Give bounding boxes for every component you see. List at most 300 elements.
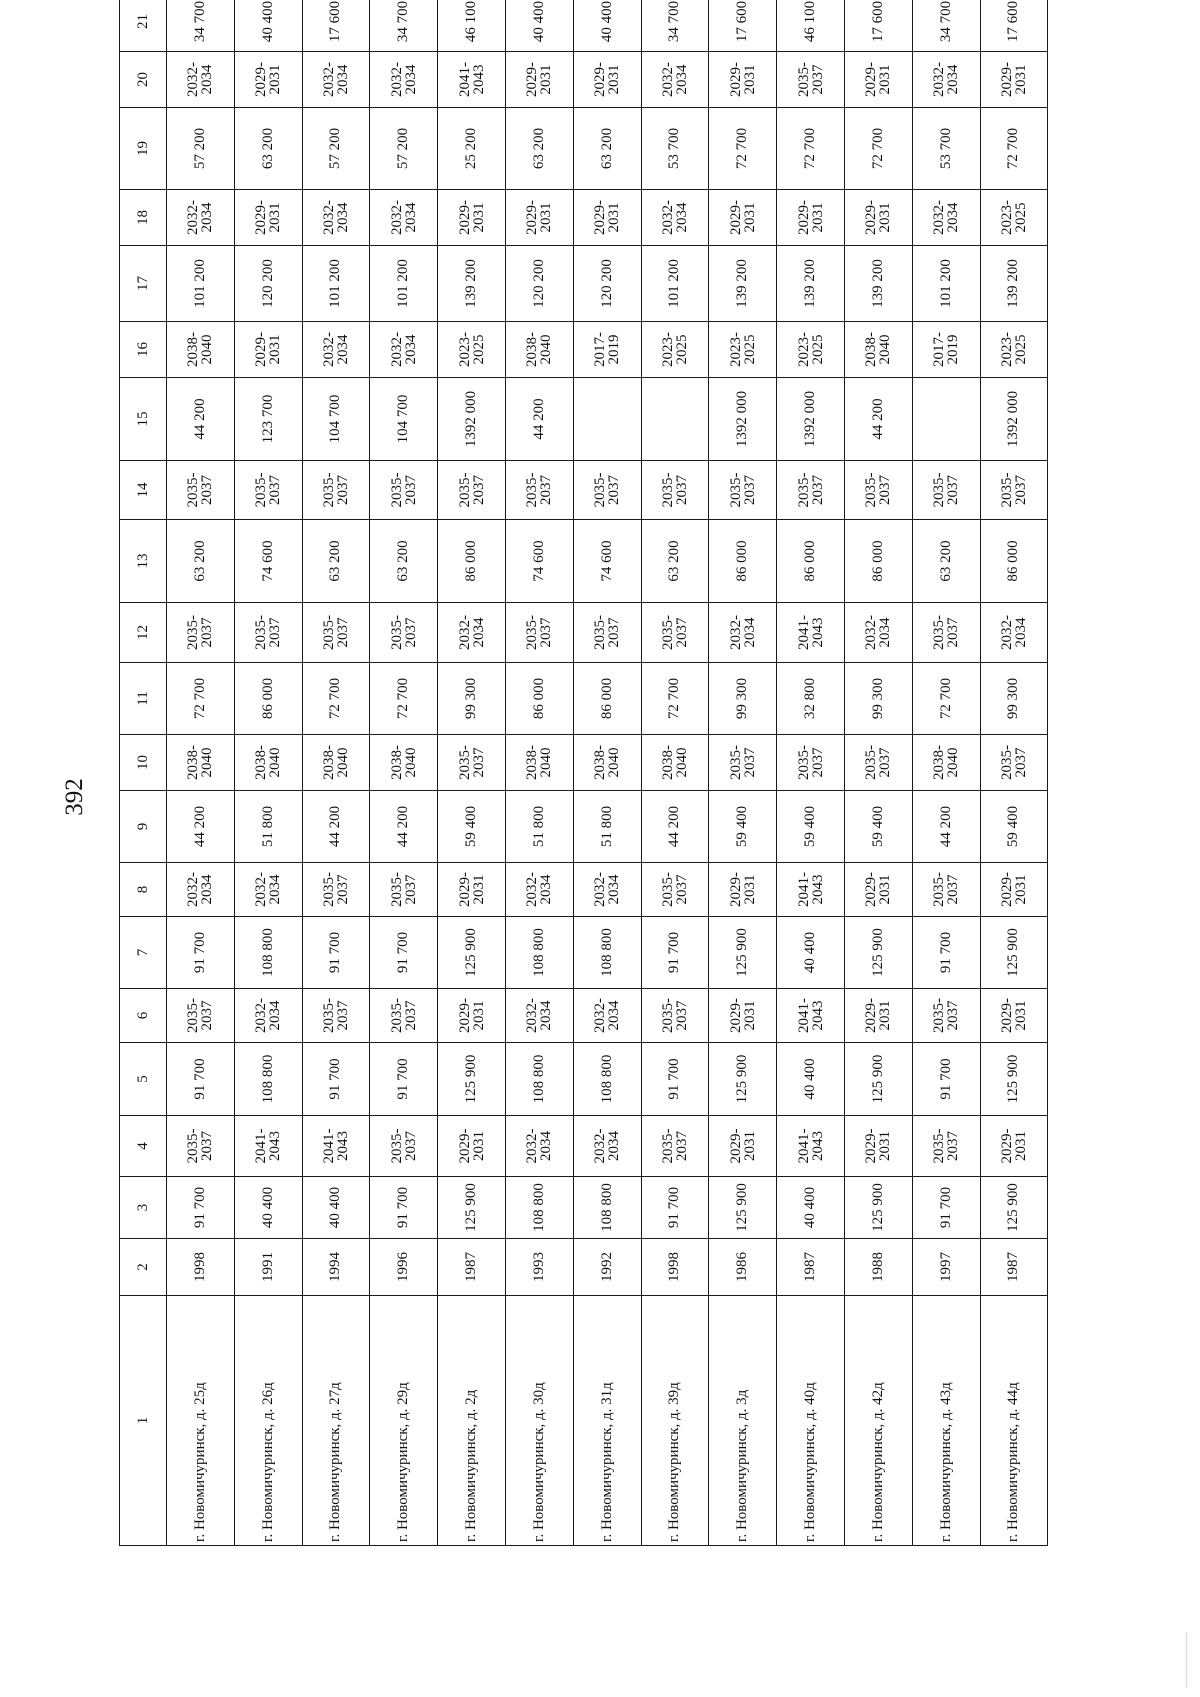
period-cell: 2035- 2037 <box>777 52 845 108</box>
period-cell: 2035- 2037 <box>370 603 438 663</box>
period-cell: 2023- 2025 <box>777 322 845 378</box>
period-cell: 2041- 2043 <box>438 52 506 108</box>
value-cell: 86 000 <box>573 663 641 735</box>
value-cell: 59 400 <box>980 791 1048 863</box>
value-cell: 74 600 <box>573 520 641 603</box>
period-cell: 2032- 2034 <box>370 322 438 378</box>
column-number-cell: 21 <box>120 0 167 52</box>
value-cell: 57 200 <box>302 108 370 190</box>
period-cell: 2029- 2031 <box>505 52 573 108</box>
value-cell: 17 600 <box>844 0 912 52</box>
value-cell: 101 200 <box>912 246 980 322</box>
value-cell: 101 200 <box>167 246 235 322</box>
period-cell: 2038- 2040 <box>234 735 302 791</box>
value-cell: 25 200 <box>438 108 506 190</box>
period-cell: 2032- 2034 <box>302 190 370 246</box>
column-number-cell: 14 <box>120 461 167 520</box>
column-number-cell: 17 <box>120 246 167 322</box>
period-cell: 2035- 2037 <box>641 461 709 520</box>
value-cell: 51 800 <box>573 791 641 863</box>
table-row <box>573 0 641 1546</box>
period-cell: 2032- 2034 <box>370 52 438 108</box>
value-cell: 59 400 <box>777 791 845 863</box>
value-cell: 91 700 <box>370 1043 438 1116</box>
period-cell: 2032- 2034 <box>980 603 1048 663</box>
address-cell: г. Новомичуринск, д. 25д <box>167 1296 235 1546</box>
table-row <box>505 0 573 1546</box>
value-cell: 86 000 <box>777 520 845 603</box>
value-cell: 63 200 <box>370 520 438 603</box>
value-cell: 91 700 <box>302 1043 370 1116</box>
period-cell: 2035- 2037 <box>777 735 845 791</box>
column-number-cell: 6 <box>120 989 167 1043</box>
value-cell: 72 700 <box>709 108 777 190</box>
period-cell: 2029- 2031 <box>438 989 506 1043</box>
value-cell: 86 000 <box>438 520 506 603</box>
year-cell: 1992 <box>573 1239 641 1296</box>
value-cell: 120 200 <box>573 246 641 322</box>
value-cell: 91 700 <box>641 1043 709 1116</box>
column-number-cell: 2 <box>120 1239 167 1296</box>
value-cell: 59 400 <box>438 791 506 863</box>
period-cell: 2029- 2031 <box>709 190 777 246</box>
table-row <box>980 0 1048 1546</box>
value-cell: 63 200 <box>234 108 302 190</box>
period-cell: 2032- 2034 <box>167 863 235 917</box>
period-cell: 2029- 2031 <box>573 190 641 246</box>
value-cell: 40 400 <box>234 0 302 52</box>
period-cell: 2023- 2025 <box>980 322 1048 378</box>
value-cell: 40 400 <box>505 0 573 52</box>
year-cell: 1991 <box>234 1239 302 1296</box>
address-cell: г. Новомичуринск, д. 2д <box>438 1296 506 1546</box>
value-cell: 91 700 <box>167 1043 235 1116</box>
period-cell: 2017- 2019 <box>912 322 980 378</box>
value-cell: 108 800 <box>573 917 641 989</box>
value-cell: 125 900 <box>980 1177 1048 1239</box>
period-cell: 2035- 2037 <box>438 461 506 520</box>
value-cell: 91 700 <box>641 1177 709 1239</box>
period-cell: 2041- 2043 <box>302 1116 370 1177</box>
value-cell: 72 700 <box>370 663 438 735</box>
value-cell: 17 600 <box>709 0 777 52</box>
column-number-cell: 3 <box>120 1177 167 1239</box>
value-cell: 40 400 <box>302 1177 370 1239</box>
period-cell: 2035- 2037 <box>167 461 235 520</box>
period-cell: 2035- 2037 <box>573 603 641 663</box>
value-cell: 44 200 <box>167 791 235 863</box>
column-number-cell: 5 <box>120 1043 167 1116</box>
period-cell: 2032- 2034 <box>505 863 573 917</box>
data-table <box>119 0 1048 1546</box>
period-cell: 2035- 2037 <box>167 989 235 1043</box>
year-cell: 1986 <box>709 1239 777 1296</box>
table-row <box>641 0 709 1546</box>
period-cell: 2029- 2031 <box>980 863 1048 917</box>
period-cell: 2029- 2031 <box>573 52 641 108</box>
value-cell: 59 400 <box>709 791 777 863</box>
value-cell: 120 200 <box>234 246 302 322</box>
year-cell: 1998 <box>167 1239 235 1296</box>
period-cell: 2035- 2037 <box>709 735 777 791</box>
column-number-cell: 16 <box>120 322 167 378</box>
period-cell: 2041- 2043 <box>777 989 845 1043</box>
period-cell: 2029- 2031 <box>777 190 845 246</box>
value-cell: 104 700 <box>370 378 438 461</box>
period-cell: 2038- 2040 <box>844 322 912 378</box>
value-cell: 86 000 <box>709 520 777 603</box>
value-cell: 74 600 <box>505 520 573 603</box>
period-cell: 2041- 2043 <box>777 603 845 663</box>
period-cell: 2035- 2037 <box>912 1116 980 1177</box>
period-cell: 2032- 2034 <box>167 190 235 246</box>
period-cell: 2017- 2019 <box>573 322 641 378</box>
period-cell: 2029- 2031 <box>844 1116 912 1177</box>
value-cell: 91 700 <box>912 1177 980 1239</box>
period-cell: 2035- 2037 <box>438 735 506 791</box>
column-number-cell: 8 <box>120 863 167 917</box>
period-cell: 2035- 2037 <box>641 863 709 917</box>
value-cell: 51 800 <box>234 791 302 863</box>
value-cell: 32 800 <box>777 663 845 735</box>
period-cell: 2032- 2034 <box>573 989 641 1043</box>
period-cell: 2029- 2031 <box>438 190 506 246</box>
period-cell: 2035- 2037 <box>505 461 573 520</box>
period-cell: 2035- 2037 <box>980 735 1048 791</box>
value-cell: 63 200 <box>641 520 709 603</box>
period-cell: 2041- 2043 <box>777 1116 845 1177</box>
period-cell: 2032- 2034 <box>505 989 573 1043</box>
column-number-cell: 18 <box>120 190 167 246</box>
value-cell: 91 700 <box>370 917 438 989</box>
period-cell: 2029- 2031 <box>980 1116 1048 1177</box>
period-cell: 2023- 2025 <box>438 322 506 378</box>
value-cell: 63 200 <box>573 108 641 190</box>
value-cell: 44 200 <box>912 791 980 863</box>
value-cell: 40 400 <box>777 1043 845 1116</box>
value-cell: 34 700 <box>167 0 235 52</box>
period-cell: 2038- 2040 <box>167 735 235 791</box>
period-cell: 2032- 2034 <box>234 863 302 917</box>
value-cell: 72 700 <box>980 108 1048 190</box>
period-cell: 2035- 2037 <box>505 603 573 663</box>
value-cell: 53 700 <box>912 108 980 190</box>
value-cell: 34 700 <box>912 0 980 52</box>
address-cell: г. Новомичуринск, д. 3д <box>709 1296 777 1546</box>
period-cell: 2029- 2031 <box>844 989 912 1043</box>
value-cell: 72 700 <box>641 663 709 735</box>
table-row <box>302 0 370 1546</box>
period-cell: 2035- 2037 <box>912 461 980 520</box>
period-cell: 2038- 2040 <box>302 735 370 791</box>
column-number-cell: 9 <box>120 791 167 863</box>
value-cell: 108 800 <box>573 1177 641 1239</box>
period-cell: 2029- 2031 <box>709 863 777 917</box>
year-cell: 1987 <box>777 1239 845 1296</box>
period-cell: 2029- 2031 <box>844 52 912 108</box>
value-cell: 86 000 <box>980 520 1048 603</box>
value-cell: 101 200 <box>370 246 438 322</box>
value-cell: 104 700 <box>302 378 370 461</box>
period-cell: 2032- 2034 <box>912 52 980 108</box>
value-cell: 86 000 <box>844 520 912 603</box>
value-cell: 91 700 <box>167 1177 235 1239</box>
period-cell: 2032- 2034 <box>709 603 777 663</box>
period-cell: 2032- 2034 <box>302 52 370 108</box>
period-cell: 2029- 2031 <box>234 322 302 378</box>
value-cell: 59 400 <box>844 791 912 863</box>
value-cell: 139 200 <box>438 246 506 322</box>
value-cell: 101 200 <box>641 246 709 322</box>
period-cell: 2035- 2037 <box>302 603 370 663</box>
value-cell: 125 900 <box>709 1043 777 1116</box>
year-cell: 1988 <box>844 1239 912 1296</box>
value-cell: 125 900 <box>709 1177 777 1239</box>
table-row <box>438 0 506 1546</box>
period-cell: 2029- 2031 <box>234 190 302 246</box>
scan-artifact <box>1186 1632 1189 1687</box>
period-cell: 2029- 2031 <box>844 190 912 246</box>
year-cell: 1993 <box>505 1239 573 1296</box>
period-cell: 2038- 2040 <box>505 322 573 378</box>
column-number-cell: 4 <box>120 1116 167 1177</box>
period-cell: 2035- 2037 <box>573 461 641 520</box>
period-cell: 2029- 2031 <box>234 52 302 108</box>
year-cell: 1987 <box>980 1239 1048 1296</box>
value-cell: 120 200 <box>505 246 573 322</box>
period-cell: 2032- 2034 <box>844 603 912 663</box>
period-cell: 2035- 2037 <box>912 989 980 1043</box>
rotated-table-container <box>119 0 1048 1546</box>
period-cell: 2035- 2037 <box>980 461 1048 520</box>
value-cell <box>641 378 709 461</box>
period-cell: 2035- 2037 <box>234 603 302 663</box>
period-cell: 2038- 2040 <box>370 735 438 791</box>
value-cell: 108 800 <box>505 1177 573 1239</box>
value-cell <box>912 378 980 461</box>
year-cell: 1996 <box>370 1239 438 1296</box>
value-cell: 125 900 <box>980 1043 1048 1116</box>
period-cell: 2035- 2037 <box>234 461 302 520</box>
value-cell: 72 700 <box>167 663 235 735</box>
column-number-cell: 13 <box>120 520 167 603</box>
value-cell <box>573 378 641 461</box>
value-cell: 99 300 <box>709 663 777 735</box>
column-number-cell: 12 <box>120 603 167 663</box>
period-cell: 2035- 2037 <box>641 1116 709 1177</box>
value-cell: 125 900 <box>438 1043 506 1116</box>
value-cell: 17 600 <box>980 0 1048 52</box>
value-cell: 125 900 <box>980 917 1048 989</box>
period-cell: 2032- 2034 <box>370 190 438 246</box>
value-cell: 72 700 <box>777 108 845 190</box>
period-cell: 2029- 2031 <box>709 1116 777 1177</box>
value-cell: 108 800 <box>573 1043 641 1116</box>
period-cell: 2035- 2037 <box>844 461 912 520</box>
table-row <box>709 0 777 1546</box>
column-number-row <box>120 0 167 1546</box>
value-cell: 46 100 <box>438 0 506 52</box>
period-cell: 2035- 2037 <box>302 461 370 520</box>
value-cell: 72 700 <box>302 663 370 735</box>
value-cell: 40 400 <box>777 1177 845 1239</box>
value-cell: 99 300 <box>844 663 912 735</box>
column-number-cell: 1 <box>120 1296 167 1546</box>
period-cell: 2029- 2031 <box>980 52 1048 108</box>
value-cell: 72 700 <box>844 108 912 190</box>
period-cell: 2032- 2034 <box>438 603 506 663</box>
value-cell: 108 800 <box>234 1043 302 1116</box>
value-cell: 108 800 <box>505 1043 573 1116</box>
value-cell: 40 400 <box>573 0 641 52</box>
value-cell: 1392 000 <box>709 378 777 461</box>
period-cell: 2029- 2031 <box>438 863 506 917</box>
period-cell: 2038- 2040 <box>573 735 641 791</box>
value-cell: 1392 000 <box>980 378 1048 461</box>
period-cell: 2035- 2037 <box>641 989 709 1043</box>
value-cell: 91 700 <box>641 917 709 989</box>
column-number-cell: 15 <box>120 378 167 461</box>
period-cell: 2035- 2037 <box>844 735 912 791</box>
value-cell: 99 300 <box>980 663 1048 735</box>
column-number-cell: 20 <box>120 52 167 108</box>
value-cell: 74 600 <box>234 520 302 603</box>
address-cell: г. Новомичуринск, д. 43д <box>912 1296 980 1546</box>
value-cell: 57 200 <box>167 108 235 190</box>
period-cell: 2032- 2034 <box>573 863 641 917</box>
period-cell: 2032- 2034 <box>641 52 709 108</box>
value-cell: 53 700 <box>641 108 709 190</box>
period-cell: 2035- 2037 <box>777 461 845 520</box>
period-cell: 2035- 2037 <box>370 863 438 917</box>
table-row <box>777 0 845 1546</box>
value-cell: 17 600 <box>302 0 370 52</box>
value-cell: 86 000 <box>505 663 573 735</box>
value-cell: 44 200 <box>167 378 235 461</box>
table-row <box>370 0 438 1546</box>
period-cell: 2029- 2031 <box>505 190 573 246</box>
address-cell: г. Новомичуринск, д. 30д <box>505 1296 573 1546</box>
period-cell: 2035- 2037 <box>912 603 980 663</box>
value-cell: 44 200 <box>505 378 573 461</box>
value-cell: 91 700 <box>912 917 980 989</box>
value-cell: 63 200 <box>167 520 235 603</box>
period-cell: 2038- 2040 <box>505 735 573 791</box>
value-cell: 40 400 <box>777 917 845 989</box>
period-cell: 2035- 2037 <box>370 1116 438 1177</box>
period-cell: 2035- 2037 <box>302 863 370 917</box>
value-cell: 123 700 <box>234 378 302 461</box>
value-cell: 125 900 <box>844 917 912 989</box>
period-cell: 2035- 2037 <box>641 603 709 663</box>
address-cell: г. Новомичуринск, д. 26д <box>234 1296 302 1546</box>
period-cell: 2041- 2043 <box>234 1116 302 1177</box>
table-row <box>167 0 235 1546</box>
column-number-cell: 19 <box>120 108 167 190</box>
value-cell: 1392 000 <box>777 378 845 461</box>
address-cell: г. Новомичуринск, д. 27д <box>302 1296 370 1546</box>
value-cell: 40 400 <box>234 1177 302 1239</box>
value-cell: 72 700 <box>912 663 980 735</box>
address-cell: г. Новомичуринск, д. 40д <box>777 1296 845 1546</box>
address-cell: г. Новомичуринск, д. 31д <box>573 1296 641 1546</box>
value-cell: 51 800 <box>505 791 573 863</box>
value-cell: 108 800 <box>505 917 573 989</box>
address-cell: г. Новомичуринск, д. 44д <box>980 1296 1048 1546</box>
value-cell: 125 900 <box>844 1043 912 1116</box>
period-cell: 2038- 2040 <box>167 322 235 378</box>
value-cell: 108 800 <box>234 917 302 989</box>
period-cell: 2023- 2025 <box>641 322 709 378</box>
value-cell: 139 200 <box>844 246 912 322</box>
value-cell: 44 200 <box>370 791 438 863</box>
table-row <box>234 0 302 1546</box>
year-cell: 1987 <box>438 1239 506 1296</box>
address-cell: г. Новомичуринск, д. 42д <box>844 1296 912 1546</box>
period-cell: 2032- 2034 <box>505 1116 573 1177</box>
period-cell: 2038- 2040 <box>912 735 980 791</box>
value-cell: 125 900 <box>438 1177 506 1239</box>
period-cell: 2032- 2034 <box>641 190 709 246</box>
period-cell: 2035- 2037 <box>370 989 438 1043</box>
value-cell: 86 000 <box>234 663 302 735</box>
value-cell: 57 200 <box>370 108 438 190</box>
value-cell: 125 900 <box>844 1177 912 1239</box>
page-number: 392 <box>61 778 88 816</box>
value-cell: 34 700 <box>641 0 709 52</box>
value-cell: 101 200 <box>302 246 370 322</box>
value-cell: 139 200 <box>709 246 777 322</box>
value-cell: 44 200 <box>641 791 709 863</box>
period-cell: 2029- 2031 <box>980 989 1048 1043</box>
period-cell: 2032- 2034 <box>302 322 370 378</box>
value-cell: 91 700 <box>167 917 235 989</box>
value-cell: 99 300 <box>438 663 506 735</box>
period-cell: 2035- 2037 <box>167 1116 235 1177</box>
address-cell: г. Новомичуринск, д. 29д <box>370 1296 438 1546</box>
table-row <box>912 0 980 1546</box>
value-cell: 46 100 <box>777 0 845 52</box>
value-cell: 91 700 <box>302 917 370 989</box>
period-cell: 2032- 2034 <box>234 989 302 1043</box>
column-number-cell: 11 <box>120 663 167 735</box>
value-cell: 34 700 <box>370 0 438 52</box>
period-cell: 2029- 2031 <box>438 1116 506 1177</box>
value-cell: 63 200 <box>912 520 980 603</box>
value-cell: 91 700 <box>370 1177 438 1239</box>
value-cell: 91 700 <box>912 1043 980 1116</box>
period-cell: 2038- 2040 <box>641 735 709 791</box>
year-cell: 1998 <box>641 1239 709 1296</box>
period-cell: 2029- 2031 <box>844 863 912 917</box>
year-cell: 1997 <box>912 1239 980 1296</box>
period-cell: 2035- 2037 <box>167 603 235 663</box>
period-cell: 2032- 2034 <box>912 190 980 246</box>
value-cell: 125 900 <box>709 917 777 989</box>
period-cell: 2023- 2025 <box>709 322 777 378</box>
period-cell: 2035- 2037 <box>912 863 980 917</box>
period-cell: 2029- 2031 <box>709 52 777 108</box>
period-cell: 2023- 2025 <box>980 190 1048 246</box>
value-cell: 44 200 <box>844 378 912 461</box>
value-cell: 44 200 <box>302 791 370 863</box>
period-cell: 2035- 2037 <box>302 989 370 1043</box>
value-cell: 63 200 <box>505 108 573 190</box>
address-cell: г. Новомичуринск, д. 39д <box>641 1296 709 1546</box>
period-cell: 2032- 2034 <box>167 52 235 108</box>
column-number-cell: 10 <box>120 735 167 791</box>
value-cell: 63 200 <box>302 520 370 603</box>
